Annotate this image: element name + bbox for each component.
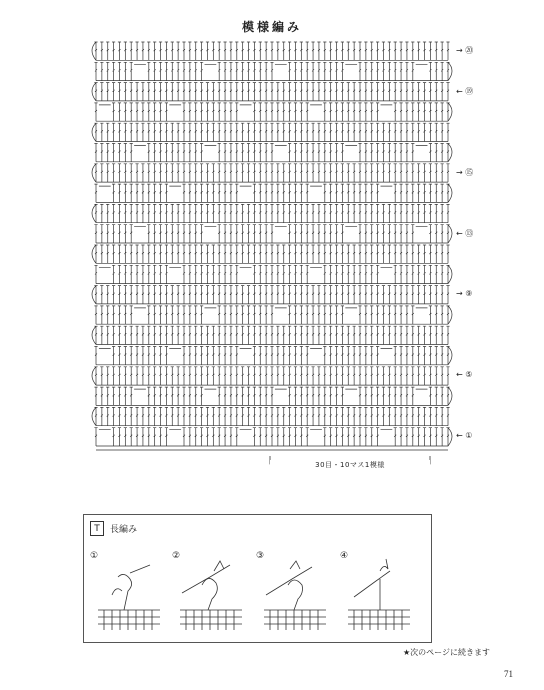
legend-step-3 [256, 551, 334, 633]
step-illustration-1 [90, 555, 168, 633]
legend-header [90, 521, 137, 536]
step-illustration-2 [172, 555, 250, 633]
page-number: 71 [504, 669, 513, 679]
row-marker: → ⑳ [456, 46, 474, 56]
row-marker: → ⑮ [456, 167, 474, 177]
step-illustration-4 [340, 555, 418, 633]
step-number: ① [90, 551, 99, 561]
row-marker: ← ① [456, 430, 473, 440]
step-number: ③ [256, 551, 265, 561]
legend-step-4 [340, 551, 418, 633]
pattern-title: 模様編み [241, 20, 302, 34]
row-marker: ← ⑬ [456, 228, 474, 238]
repeat-label: 30目・10マス1模様 [270, 460, 430, 470]
row-marker: ← ⑤ [456, 369, 473, 379]
step-number: ④ [340, 551, 349, 561]
row-marker: → ⑨ [456, 288, 473, 298]
crochet-chart [88, 36, 458, 454]
chart-rows [92, 42, 452, 450]
legend-step-1 [90, 551, 168, 633]
legend-step-2 [172, 551, 250, 633]
step-illustration-3 [256, 555, 334, 633]
legend-title: 長編み [110, 525, 138, 535]
repeat-indicator [0, 454, 544, 474]
continue-note: ★次のページに続きます [403, 648, 491, 657]
double-crochet-symbol: T [90, 521, 104, 536]
step-number: ② [172, 551, 181, 561]
row-marker: ← ⑲ [456, 86, 474, 96]
stitch-grid [92, 42, 452, 450]
legend-box [83, 514, 432, 643]
